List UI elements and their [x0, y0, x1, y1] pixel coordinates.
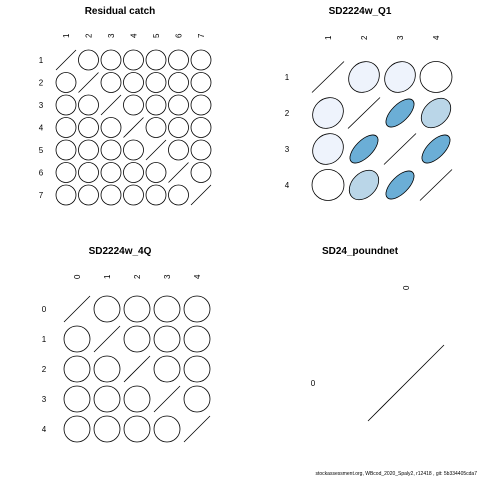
correlation-ellipse	[420, 62, 452, 93]
correlation-ellipse	[169, 140, 189, 160]
correlation-ellipse	[417, 130, 454, 167]
panel-title: SD2224w_Q1	[328, 6, 392, 17]
row-label: 3	[41, 395, 47, 404]
diagonal-line	[124, 118, 144, 138]
column-label: 2	[133, 274, 142, 279]
correlation-ellipse	[154, 356, 180, 382]
row-label: 1	[284, 73, 290, 82]
column-label: 2	[360, 35, 369, 40]
correlation-ellipse	[79, 140, 99, 160]
correlation-ellipse	[146, 95, 166, 115]
diagonal-line	[368, 345, 444, 421]
correlation-ellipse	[64, 386, 90, 412]
correlation-ellipse	[56, 185, 76, 205]
diagonal-line	[146, 140, 166, 160]
correlation-ellipse	[94, 386, 120, 412]
row-label: 4	[38, 123, 44, 133]
diagonal-line	[312, 62, 344, 93]
correlation-ellipse	[101, 50, 121, 70]
diagonal-line	[101, 95, 121, 115]
column-label: 0	[73, 274, 82, 279]
correlation-ellipse	[101, 118, 121, 138]
column-label: 3	[396, 35, 405, 40]
correlation-ellipse	[56, 118, 76, 138]
correlation-ellipse	[124, 296, 150, 322]
correlation-ellipse	[191, 50, 211, 70]
correlation-ellipse	[154, 296, 180, 322]
correlation-ellipse	[184, 386, 210, 412]
correlation-ellipse	[146, 185, 166, 205]
correlation-ellipse	[79, 118, 99, 138]
correlation-ellipse	[169, 185, 189, 205]
panel-2	[285, 6, 457, 205]
correlation-ellipse	[94, 356, 120, 382]
correlation-ellipse	[306, 127, 349, 170]
correlation-ellipse	[146, 73, 166, 93]
correlation-ellipse	[124, 416, 150, 442]
diagonal-line	[184, 416, 210, 442]
panel-title: Residual catch	[84, 6, 156, 17]
column-label: 0	[402, 285, 411, 290]
correlation-ellipse	[101, 163, 121, 183]
correlation-ellipse	[124, 163, 144, 183]
row-label: 0	[310, 379, 316, 388]
correlation-ellipse	[191, 118, 211, 138]
correlation-ellipse	[79, 185, 99, 205]
diagonal-line	[154, 386, 180, 412]
correlation-ellipse	[124, 73, 144, 93]
column-label: 2	[84, 33, 94, 38]
row-label: 2	[284, 109, 290, 118]
correlation-ellipse	[124, 386, 150, 412]
diagonal-line	[384, 134, 416, 165]
diagonal-line	[79, 73, 99, 93]
column-label: 1	[324, 35, 333, 40]
column-label: 1	[103, 274, 112, 279]
correlation-ellipse	[146, 118, 166, 138]
correlation-ellipse	[312, 170, 344, 201]
correlation-ellipse	[56, 73, 76, 93]
panel-4	[311, 246, 444, 421]
correlation-ellipse	[416, 93, 457, 134]
panel-3	[42, 246, 210, 442]
diagonal-line	[94, 326, 120, 352]
correlation-ellipse	[101, 185, 121, 205]
column-label: 4	[129, 33, 139, 38]
correlation-ellipse	[184, 326, 210, 352]
correlation-ellipse	[56, 163, 76, 183]
panel-title: SD24_poundnet	[321, 246, 399, 257]
panel-1	[39, 6, 211, 205]
row-label: 0	[41, 305, 47, 314]
correlation-ellipse	[79, 50, 99, 70]
diagonal-line	[169, 163, 189, 183]
correlation-ellipse	[79, 163, 99, 183]
correlation-ellipse	[124, 95, 144, 115]
correlation-ellipse	[94, 296, 120, 322]
correlation-ellipse	[191, 163, 211, 183]
correlation-ellipse	[56, 95, 76, 115]
diagonal-line	[56, 50, 76, 70]
row-label: 2	[41, 365, 47, 374]
column-label: 6	[174, 33, 184, 38]
diagonal-line	[124, 356, 150, 382]
row-label: 7	[38, 191, 44, 200]
footer-credit: stockassessment.org, WBcod_2020_Spaly2, r12418 , git: 5b334405cda7	[315, 471, 477, 477]
correlation-ellipse	[378, 55, 421, 98]
row-label: 3	[284, 145, 290, 154]
correlation-ellipse	[191, 140, 211, 160]
correlation-ellipse	[381, 94, 418, 131]
diagonal-line	[191, 185, 211, 205]
correlation-ellipse	[154, 416, 180, 442]
row-label: 4	[41, 425, 47, 434]
correlation-ellipse	[124, 326, 150, 352]
column-label: 1	[62, 33, 71, 38]
column-label: 4	[193, 274, 202, 279]
row-label: 4	[284, 181, 290, 190]
correlation-ellipse	[169, 73, 189, 93]
correlation-ellipse	[342, 55, 385, 98]
column-label: 7	[197, 33, 206, 38]
correlation-ellipse	[56, 140, 76, 160]
correlation-ellipse	[184, 356, 210, 382]
row-label: 5	[38, 146, 44, 155]
correlation-ellipse	[154, 326, 180, 352]
row-label: 1	[38, 56, 44, 65]
diagonal-line	[420, 170, 452, 201]
correlation-ellipse	[64, 326, 90, 352]
row-label: 3	[38, 101, 44, 110]
correlation-ellipse	[124, 50, 144, 70]
correlation-ellipse	[64, 356, 90, 382]
correlation-ellipse	[64, 416, 90, 442]
correlation-ellipse	[169, 50, 189, 70]
correlation-ellipse	[169, 95, 189, 115]
correlation-ellipse	[306, 91, 349, 134]
correlation-ellipse	[124, 140, 144, 160]
correlation-ellipse	[101, 140, 121, 160]
column-label: 4	[432, 35, 441, 40]
correlation-ellipse	[169, 118, 189, 138]
correlation-ellipse	[146, 50, 166, 70]
correlation-ellipse	[124, 185, 144, 205]
panel-title: SD2224w_4Q	[88, 246, 152, 257]
diagonal-line	[348, 98, 380, 129]
diagonal-line	[64, 296, 90, 322]
correlation-ellipse	[101, 73, 121, 93]
column-label: 3	[107, 33, 116, 38]
correlation-ellipse	[191, 73, 211, 93]
correlation-ellipse	[94, 416, 120, 442]
correlation-ellipse	[146, 163, 166, 183]
correlation-ellipse	[381, 166, 418, 203]
correlation-ellipse	[345, 130, 382, 167]
correlation-ellipse	[191, 95, 211, 115]
column-label: 3	[163, 274, 172, 279]
correlation-ellipse	[344, 165, 385, 206]
column-label: 5	[152, 33, 161, 38]
row-label: 1	[41, 335, 47, 344]
correlation-ellipse	[184, 296, 210, 322]
correlation-ellipse	[79, 95, 99, 115]
row-label: 6	[38, 168, 44, 178]
row-label: 2	[38, 78, 44, 88]
